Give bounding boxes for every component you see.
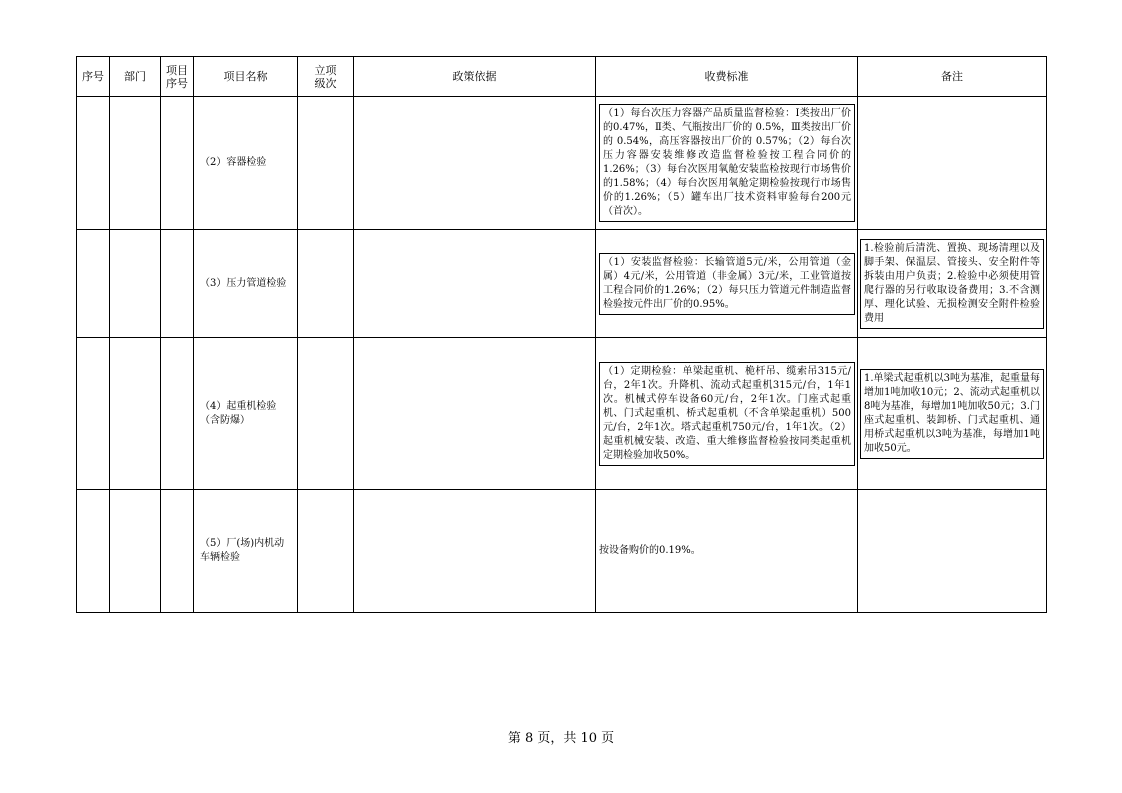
header-seq: 序号 [77, 57, 110, 97]
cell-item-name: （4）起重机检验（含防爆） [194, 338, 298, 490]
cell-item-name: （3）压力管道检验 [194, 230, 298, 338]
cell-remark [858, 230, 1047, 338]
cell-dept [110, 490, 161, 613]
header-standard: 收费标准 [596, 57, 858, 97]
cell-item-seq [161, 338, 194, 490]
header-policy: 政策依据 [354, 57, 596, 97]
cell-standard [596, 338, 858, 490]
cell-level [298, 230, 354, 338]
header-item-seq [161, 57, 194, 97]
cell-item-name: （5）厂(场)内机动车辆检验 [194, 490, 298, 613]
cell-remark [858, 97, 1047, 230]
remark-text: 1.检验前后清洗、置换、现场清理以及脚手架、保温层、管接头、安全附件等拆装由用户负责；2.检验中必须使用管爬行器的另行收取设备费用；3.不含测厚、理化试验、无损检测安全附件检验费用 [860, 239, 1044, 329]
page-footer: 第 8 页，共 10 页 [507, 731, 615, 746]
cell-policy [354, 338, 596, 490]
standard-text: （1）安装监督检验：长输管道5元/米，公用管道（金属）4元/米，公用管道（非金属）3元/米，工业管道按工程合同价的1.26%；（2）每只压力管道元件制造监督检验按元件出厂价的0.95%。 [599, 253, 855, 315]
cell-seq [77, 97, 110, 230]
cell-level [298, 97, 354, 230]
cell-remark [858, 490, 1047, 613]
cell-item-seq [161, 97, 194, 230]
header-item-seq-label: 项目序号 [166, 63, 188, 90]
standard-text: （1）定期检验：单梁起重机、桅杆吊、缆索吊315元/台，2年1次。升降机、流动式起重机315元/台，1年1次。机械式停车设备60元/台，2年1次。门座式起重机、门式起重机、桥式起重机（不含单梁起重机）500元/台，2年1次。塔式起重机750元/台，1年1次。（2）起重机械安装、改造、重大维修监督检验按同类起重机定期检验加收50%。 [599, 362, 855, 466]
cell-dept [110, 97, 161, 230]
cell-remark [858, 338, 1047, 490]
cell-level [298, 490, 354, 613]
cell-item-seq [161, 490, 194, 613]
header-level [298, 57, 354, 97]
cell-standard [596, 97, 858, 230]
header-remark: 备注 [858, 57, 1047, 97]
table-header-row [77, 57, 1047, 97]
cell-item-name: （2）容器检验 [194, 97, 298, 230]
cell-standard: 按设备购价的0.19%。 [596, 490, 858, 613]
cell-dept [110, 338, 161, 490]
table-row [77, 97, 1047, 230]
header-level-label: 立项级次 [314, 63, 337, 90]
cell-policy [354, 490, 596, 613]
cell-seq [77, 490, 110, 613]
cell-policy [354, 230, 596, 338]
cell-level [298, 338, 354, 490]
cell-seq [77, 338, 110, 490]
header-dept: 部门 [110, 57, 161, 97]
header-item-name: 项目名称 [194, 57, 298, 97]
cell-policy [354, 97, 596, 230]
cell-dept [110, 230, 161, 338]
remark-text: 1.单梁式起重机以3吨为基准，起重量每增加1吨加收10元；2、流动式起重机以8吨为基准，每增加1吨加收50元；3.门座式起重机、装卸桥、门式起重机、通用桥式起重机以3吨为基准，每增加1吨加收50元。 [860, 369, 1044, 459]
cell-standard [596, 230, 858, 338]
table-row [77, 230, 1047, 338]
table-row [77, 338, 1047, 490]
cell-item-seq [161, 230, 194, 338]
cell-seq [77, 230, 110, 338]
table-row [77, 490, 1047, 613]
fee-table [76, 56, 1047, 613]
standard-text: （1）每台次压力容器产品质量监督检验：I类按出厂价的0.47%，Ⅱ类、气瓶按出厂价的 0.5%，Ⅲ类按出厂价的 0.54%，高压容器按出厂价的 0.57%；（2）每台次压力容器安装维修改造监督检验按工程合同价的1.26%；（3）每台次医用氧舱安装监检按现行市场售价的1.58%；（4）每台次医用氧舱定期检验按现行市场售价的1.26%；（5）罐车出厂技术资料审验每台200元（首次）。 [599, 104, 855, 222]
